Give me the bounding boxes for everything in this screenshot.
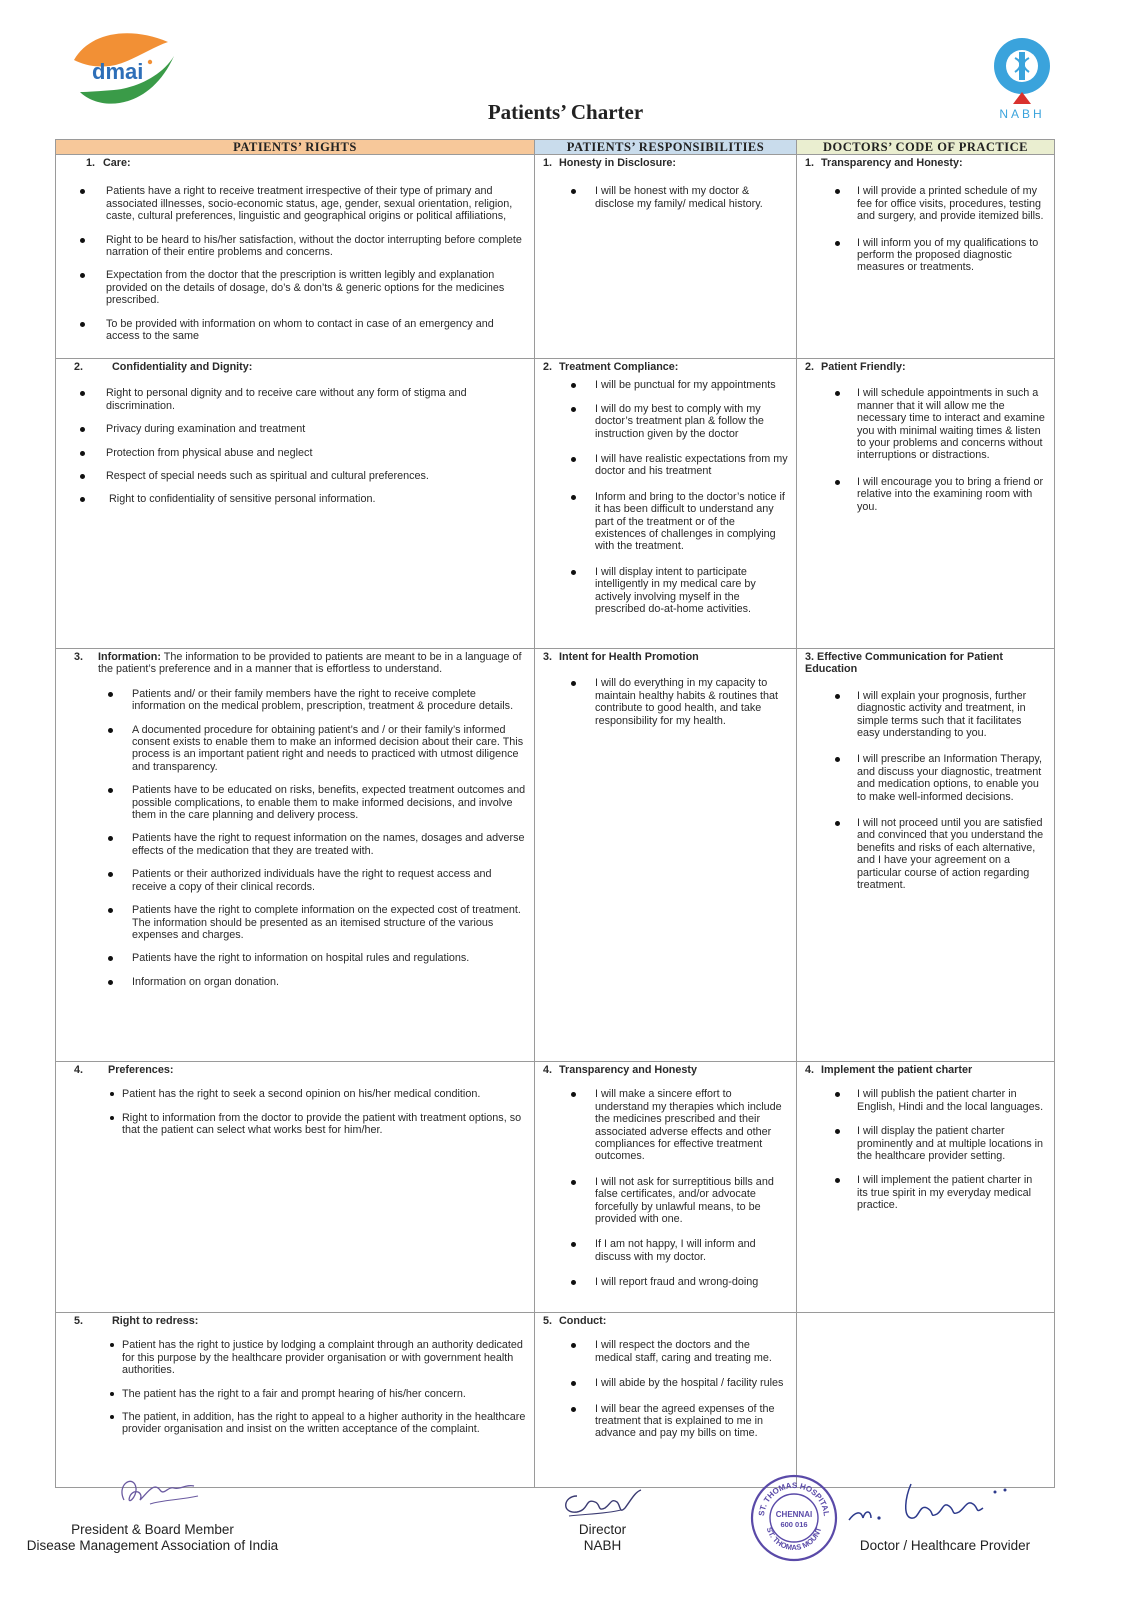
stamp-middle-text: CHENNAI: [775, 1510, 813, 1519]
list-item: I will make a sincere effort to understand my therapies which include the medicines prescribed and their associated adverse effects and other compliances for effective treatment outcomes.: [543, 1088, 788, 1162]
bullet-list: [805, 1088, 1046, 1211]
bullet-list: [64, 1088, 526, 1136]
list-item: I will be honest with my doctor & disclose my family/ medical history.: [543, 185, 788, 210]
list-item: I will abide by the hospital / facility rules: [543, 1377, 788, 1389]
rights-cell: [56, 359, 535, 649]
list-item: I will not ask for surreptitious bills and false certificates, and/or advocate forcefully by unlawful means, to be provided with one.: [543, 1176, 788, 1226]
section-title: 5. Right to redress:: [74, 1315, 199, 1327]
list-item: I will be punctual for my appointments: [543, 379, 788, 391]
list-item: I will publish the patient charter in English, Hindi and the local languages.: [805, 1088, 1046, 1113]
section-title: 3. Intent for Health Promotion: [543, 651, 699, 663]
list-item: Patients have the right to request information on the names, dosages and adverse effects of the medication that they are treated with.: [64, 832, 526, 857]
doctors-cell: [797, 1062, 1055, 1313]
responsibilities-cell: [535, 359, 797, 649]
doctors-cell: [797, 649, 1055, 1062]
table-row: [56, 359, 1055, 649]
list-item: Patient has the right to seek a second opinion on his/her medical condition.: [64, 1088, 526, 1100]
responsibilities-cell: [535, 155, 797, 359]
footer: [0, 1470, 1131, 1600]
list-item: Patient has the right to justice by lodging a complaint through an authority dedicated for this purpose by the healthcare provider organisation or with government health authorities.: [64, 1339, 526, 1376]
section-title: 2. Treatment Compliance:: [543, 361, 679, 373]
bullet-list: [543, 677, 788, 727]
list-item: I will encourage you to bring a friend or relative into the examining room with you.: [805, 476, 1046, 513]
list-item: Inform and bring to the doctor’s notice if it has been difficult to understand any part of the treatment or of the existences of challenges in complying with the treatment.: [543, 491, 788, 553]
list-item: Expectation from the doctor that the prescription is written legibly and explanation provided on the details of dosage, do’s & don’ts & generic options for the medicines prescribed.: [64, 269, 526, 306]
bullet-list: [543, 185, 788, 210]
section-title: 3. Information: The information to be provided to patients are meant to be in a language of the patient’s preference and in a manner that is effortless to understand.: [74, 651, 522, 676]
doctors-cell: [797, 155, 1055, 359]
section-title: 2. Patient Friendly:: [805, 361, 906, 373]
bullet-list: [64, 185, 526, 342]
list-item: I will schedule appointments in such a manner that it will allow me the necessary time to interact and examine you with minimal waiting times & listen to your problems and concerns without interruptions or distractions.: [805, 387, 1046, 461]
list-item: I will respect the doctors and the medical staff, caring and treating me.: [543, 1339, 788, 1364]
dmai-logo-text: dmai: [92, 59, 144, 84]
responsibilities-cell: [535, 1313, 797, 1488]
bullet-list: [64, 1339, 526, 1435]
bullet-list: [64, 387, 526, 505]
section-title: 1. Care:: [86, 157, 131, 169]
list-item: I will have realistic expectations from my doctor and his treatment: [543, 453, 788, 478]
column-header-row: [56, 140, 1055, 155]
list-item: The patient, in addition, has the right to appeal to a higher authority in the healthcare provider organisation and insist on the written acceptance of the complaint.: [64, 1411, 526, 1436]
charter-table: [55, 139, 1055, 1488]
list-item: The patient has the right to a fair and prompt hearing of his/her concern.: [64, 1388, 526, 1400]
hospital-stamp: [748, 1472, 840, 1564]
section-title: 3. Effective Communication for Patient Education: [805, 651, 1003, 676]
nabh-signature: [555, 1478, 655, 1528]
list-item: I will not proceed until you are satisfied and convinced that you understand the benefits and risks of each alternative, and I have your agreement on a particular course of action regarding treatment.: [805, 817, 1046, 891]
stamp-top-text: ST. THOMAS HOSPITAL: [757, 1480, 831, 1517]
footer-right-block: Doctor / Healthcare Provider: [859, 1538, 1031, 1553]
section-title: 1. Honesty in Disclosure:: [543, 157, 676, 169]
bullet-list: [64, 688, 526, 988]
nabh-logo-text: NABH: [999, 107, 1045, 121]
list-item: Right to be heard to his/her satisfaction, without the doctor interrupting before complete narration of their entire problems and concerns.: [64, 234, 526, 259]
section-title: 1. Transparency and Honesty:: [805, 157, 963, 169]
rights-cell: [56, 155, 535, 359]
list-item: Patients and/ or their family members have the right to receive complete information on the medical problem, prescription, treatment & procedure details.: [64, 688, 526, 713]
doctor-signature: [845, 1474, 1015, 1529]
list-item: Protection from physical abuse and neglect: [64, 447, 526, 459]
stamp-code-text: 600 016: [780, 1520, 808, 1529]
doctors-cell-empty: [797, 1313, 1055, 1488]
footer-center-line-1: Director: [578, 1522, 627, 1537]
list-item: I will inform you of my qualifications to perform the proposed diagnostic measures or treatments.: [805, 237, 1046, 274]
table-row: [56, 649, 1055, 1062]
footer-left-block: [0, 1522, 305, 1554]
list-item: Right to information from the doctor to provide the patient with treatment options, so that the patient can select what works best for him/her.: [64, 1112, 526, 1137]
bullet-list: [805, 690, 1046, 892]
list-item: Patients or their authorized individuals have the right to request access and receive a copy of their clinical records.: [64, 868, 526, 893]
list-item: Patients have the right to complete information on the expected cost of treatment. The information should be presented as an itemised structure of the various expenses and charges.: [64, 904, 526, 941]
list-item: Privacy during examination and treatment: [64, 423, 526, 435]
list-item: I will do everything in my capacity to maintain healthy habits & routines that contribute to good health, and take responsibility for my health.: [543, 677, 788, 727]
table-row: [56, 155, 1055, 359]
section-title: 4. Transparency and Honesty: [543, 1064, 698, 1076]
list-item: I will display the patient charter prominently and at multiple locations in the healthcare provider setting.: [805, 1125, 1046, 1162]
list-item: I will do my best to comply with my doctor’s treatment plan & follow the instruction given by the doctor: [543, 403, 788, 440]
svg-text:ST. THOMAS MOUNT: [765, 1526, 824, 1552]
bullet-list: [543, 1088, 788, 1288]
responsibilities-cell: [535, 649, 797, 1062]
list-item: If I am not happy, I will inform and discuss with my doctor.: [543, 1238, 788, 1263]
rights-cell: [56, 1313, 535, 1488]
section-title: 4. Preferences:: [74, 1064, 174, 1076]
column-header-responsibilities: PATIENTS’ RESPONSIBILITIES: [535, 140, 797, 155]
stamp-bottom-text: ST. THOMAS MOUNT: [764, 1526, 824, 1553]
list-item: Right to personal dignity and to receive care without any form of stigma and discrimination.: [64, 387, 526, 412]
list-item: Patients have the right to information on hospital rules and regulations.: [64, 952, 526, 964]
doctors-cell: [797, 359, 1055, 649]
column-header-doctors: DOCTORS’ CODE OF PRACTICE: [797, 140, 1055, 155]
list-item: Patients have a right to receive treatment irrespective of their type of primary and associated illnesses, socio-economic status, age, gender, sexual orientation, religion, caste, cultural preferences, linguistic and geographical origins or political affiliations,: [64, 185, 526, 222]
bullet-list: [805, 387, 1046, 513]
bullet-list: [805, 185, 1046, 273]
dmai-logo: [70, 30, 180, 110]
list-item: To be provided with information on whom to contact in case of an emergency and access to the same: [64, 318, 526, 343]
section-title: 4. Implement the patient charter: [805, 1064, 973, 1076]
list-item: Information on organ donation.: [64, 976, 526, 988]
footer-left-line-2: Disease Management Association of India: [26, 1538, 279, 1553]
footer-center-block: [540, 1522, 665, 1554]
list-item: Patients have to be educated on risks, benefits, expected treatment outcomes and possible complications, to enable them to make informed decisions, and involve them in the care planning and delivery process.: [64, 784, 526, 821]
rights-cell: [56, 1062, 535, 1313]
footer-center-line-2: NABH: [583, 1538, 622, 1553]
list-item: I will explain your prognosis, further diagnostic activity and treatment, in simple terms such that it facilitates easy understanding to you.: [805, 690, 1046, 740]
list-item: Right to confidentiality of sensitive personal information.: [64, 493, 526, 505]
table-row: [56, 1313, 1055, 1488]
column-header-rights: PATIENTS’ RIGHTS: [56, 140, 535, 155]
bullet-list: [543, 1339, 788, 1439]
responsibilities-cell: [535, 1062, 797, 1313]
list-item: I will prescribe an Information Therapy, and discuss your diagnostic, treatment and medication options, to enable you to make well-informed decisions.: [805, 753, 1046, 803]
table-row: [56, 1062, 1055, 1313]
bullet-list: [543, 379, 788, 615]
list-item: I will display intent to participate intelligently in my medical care by actively involving myself in the prescribed do-at-home activities.: [543, 566, 788, 616]
list-item: A documented procedure for obtaining patient’s and / or their family’s informed consent exists to enable them to make an informed decision about their care. This process is an important patient right and needs to practiced with utmost diligence and transparency.: [64, 724, 526, 774]
footer-left-line-1: President & Board Member: [71, 1522, 234, 1537]
list-item: I will bear the agreed expenses of the treatment that is explained to me in advance and pay my bills on time.: [543, 1403, 788, 1440]
list-item: Respect of special needs such as spiritual and cultural preferences.: [64, 470, 526, 482]
dmai-signature: [110, 1470, 210, 1520]
list-item: I will implement the patient charter in its true spirit in my everyday medical practice.: [805, 1174, 1046, 1211]
section-title: 5. Conduct:: [543, 1315, 607, 1327]
rights-cell: [56, 649, 535, 1062]
section-title: 2. Confidentiality and Dignity:: [74, 361, 253, 373]
page-title: Patients’ Charter: [487, 100, 644, 124]
list-item: I will provide a printed schedule of my fee for office visits, procedures, testing and surgery, and provide itemized bills.: [805, 185, 1046, 222]
list-item: I will report fraud and wrong-doing: [543, 1276, 788, 1288]
